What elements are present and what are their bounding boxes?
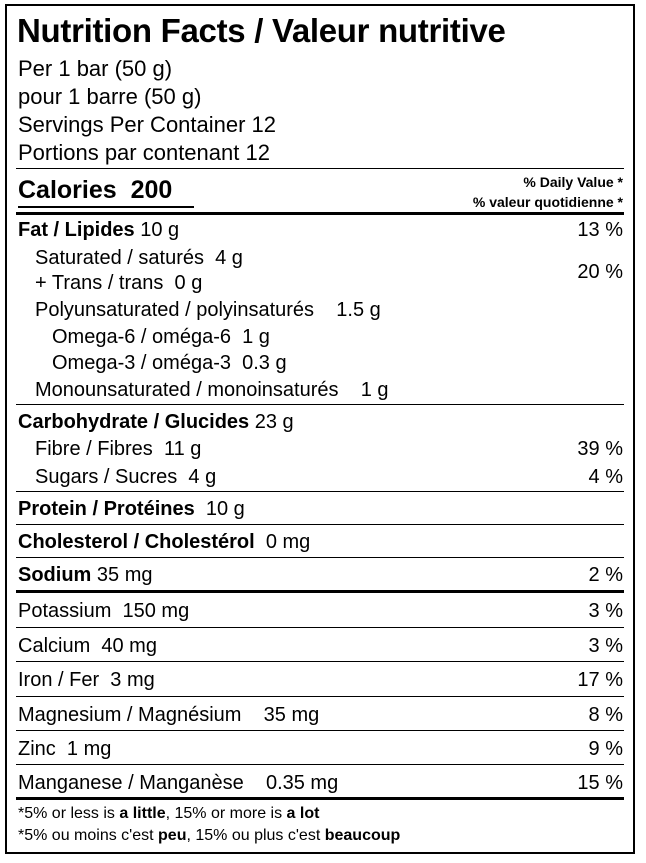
- zinc-row: [18, 739, 111, 759]
- daily-value-header-en: % Daily Value *: [523, 174, 623, 190]
- sodium-row: [18, 565, 153, 585]
- sat-trans-dv: 20 %: [577, 261, 623, 283]
- sodium-amount: 35 mg: [96, 564, 153, 586]
- calories-label: Calories: [18, 176, 117, 204]
- divider: [16, 764, 624, 765]
- manganese-dv: 15 %: [577, 772, 623, 794]
- magnesium-dv: 8 %: [588, 704, 623, 726]
- mono-row: [35, 380, 389, 400]
- fibre-amount: 11 g: [163, 438, 202, 460]
- iron-amount: 3 mg: [110, 669, 155, 691]
- footnote-en: [18, 806, 319, 822]
- protein-name: Protein / Protéines: [18, 498, 195, 520]
- thick-divider: [16, 212, 624, 215]
- fat-amount: 10 g: [140, 219, 180, 241]
- potassium-dv: 3 %: [588, 600, 623, 622]
- footnote-fr-text: , 15% ou plus c'est: [186, 827, 325, 844]
- saturated-amount: 4 g: [215, 247, 243, 269]
- footnote-fr: [18, 828, 400, 844]
- servings-per-container-fr: Portions par contenant 12: [18, 140, 270, 165]
- daily-value-header-fr: % valeur quotidienne *: [472, 194, 623, 210]
- footnote-fr-text: *5% ou moins c'est: [18, 827, 159, 844]
- omega6-name: Omega-6 / oméga-6: [52, 326, 231, 348]
- thick-divider: [16, 797, 624, 800]
- potassium-name: Potassium: [18, 600, 112, 622]
- footnote-fr-peu: peu: [158, 827, 187, 844]
- divider: [16, 730, 624, 731]
- iron-dv: 17 %: [577, 669, 623, 691]
- calories-value: 200: [130, 176, 173, 204]
- iron-name: Iron / Fer: [18, 669, 100, 691]
- zinc-name: Zinc: [18, 738, 56, 760]
- zinc-dv: 9 %: [588, 738, 623, 760]
- poly-amount: 1.5 g: [336, 299, 381, 321]
- mono-name: Monounsaturated / monoinsaturés: [35, 379, 339, 401]
- footnote-en-lot: a lot: [286, 805, 320, 822]
- sodium-dv: 2 %: [588, 564, 623, 586]
- nutrition-facts-label: [5, 4, 635, 854]
- saturated-row: [35, 248, 243, 268]
- omega6-amount: 1 g: [242, 326, 270, 348]
- trans-name: + Trans / trans: [35, 272, 164, 294]
- trans-row: [35, 273, 202, 293]
- thick-divider: [16, 590, 624, 593]
- magnesium-amount: 35 mg: [263, 704, 320, 726]
- fibre-name: Fibre / Fibres: [35, 438, 153, 460]
- carb-name: Carbohydrate / Glucides: [18, 411, 250, 433]
- sugars-dv: 4 %: [588, 466, 623, 488]
- calcium-name: Calcium: [18, 635, 91, 657]
- sodium-name: Sodium: [18, 564, 92, 586]
- protein-row: [18, 499, 245, 519]
- manganese-amount: 0.35 mg: [265, 772, 339, 794]
- calcium-row: [18, 636, 157, 656]
- carb-row: [18, 412, 294, 432]
- cholesterol-name: Cholesterol / Cholestérol: [18, 531, 255, 553]
- carb-amount: 23 g: [254, 411, 294, 433]
- fibre-dv: 39 %: [577, 438, 623, 460]
- trans-amount: 0 g: [174, 272, 203, 294]
- magnesium-name: Magnesium / Magnésium: [18, 704, 242, 726]
- zinc-amount: 1 mg: [66, 738, 112, 760]
- omega6-row: [52, 327, 270, 347]
- divider: [16, 627, 624, 628]
- potassium-amount: 150 mg: [122, 600, 190, 622]
- fat-name: Fat / Lipides: [18, 219, 135, 241]
- mono-amount: 1 g: [360, 379, 389, 401]
- divider: [16, 661, 624, 662]
- footnote-fr-beaucoup: beaucoup: [324, 827, 401, 844]
- fibre-row: [35, 439, 201, 459]
- calories-underline: [18, 206, 194, 208]
- iron-row: [18, 670, 155, 690]
- fat-dv: 13 %: [577, 219, 623, 241]
- manganese-row: [18, 773, 338, 793]
- manganese-name: Manganese / Manganèse: [18, 772, 244, 794]
- divider: [16, 491, 624, 492]
- footnote-en-little: a little: [119, 805, 166, 822]
- magnesium-row: [18, 705, 319, 725]
- calcium-amount: 40 mg: [101, 635, 157, 657]
- sugars-row: [35, 467, 216, 487]
- poly-name: Polyunsaturated / polyinsaturés: [35, 299, 315, 321]
- cholesterol-amount: 0 mg: [265, 531, 311, 553]
- divider: [16, 557, 624, 558]
- divider: [16, 524, 624, 525]
- calories-row: [18, 178, 172, 203]
- cholesterol-row: [18, 532, 310, 552]
- potassium-row: [18, 601, 189, 621]
- divider: [16, 168, 624, 169]
- omega3-amount: 0.3 g: [242, 352, 287, 374]
- label-title: Nutrition Facts / Valeur nutritive: [17, 12, 506, 49]
- saturated-name: Saturated / saturés: [35, 247, 204, 269]
- divider: [16, 404, 624, 405]
- calcium-dv: 3 %: [588, 635, 623, 657]
- serving-size-en: Per 1 bar (50 g): [18, 56, 173, 81]
- serving-size-fr: pour 1 barre (50 g): [18, 84, 202, 109]
- footnote-en-text: *5% or less is: [18, 805, 120, 822]
- divider: [16, 696, 624, 697]
- poly-row: [35, 300, 381, 320]
- omega3-name: Omega-3 / oméga-3: [52, 352, 231, 374]
- fat-row: [18, 220, 179, 240]
- sugars-name: Sugars / Sucres: [35, 466, 178, 488]
- protein-amount: 10 g: [205, 498, 245, 520]
- footnote-en-text: , 15% or more is: [165, 805, 287, 822]
- sugars-amount: 4 g: [188, 466, 217, 488]
- omega3-row: [52, 353, 287, 373]
- servings-per-container-en: Servings Per Container 12: [18, 112, 277, 137]
